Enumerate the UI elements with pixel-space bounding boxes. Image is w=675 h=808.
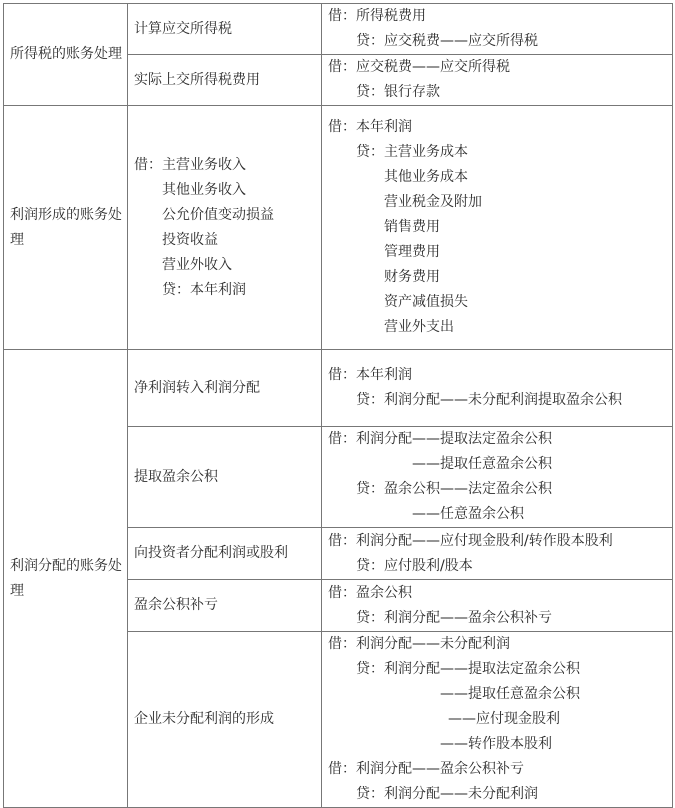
entry-line: 借：利润分配——应付现金股利/转作股本股利 — [328, 532, 613, 549]
event-cell — [128, 106, 322, 350]
entry-line: 借：利润分配——提取法定盈余公积 — [328, 431, 552, 447]
event-cell: 盈余公积补亏 — [128, 580, 322, 632]
entry-line: 投资收益 — [162, 231, 218, 248]
category-cell: 利润形成的账务处理 — [4, 106, 128, 350]
entry-line: ——应付现金股利 — [448, 711, 560, 727]
entry-cell — [322, 55, 673, 106]
category-cell: 所得税的账务处理 — [4, 4, 128, 106]
entry-line: 借：所得税费用 — [328, 8, 426, 24]
entry-line: 贷：利润分配——未分配利润 — [356, 786, 538, 802]
entry-line: ——任意盈余公积 — [412, 506, 524, 522]
entry-line: 贷：利润分配——盈余公积补亏 — [356, 609, 552, 626]
entry-line: 销售费用 — [384, 219, 440, 235]
entry-cell — [322, 4, 673, 55]
entry-cell — [322, 580, 673, 632]
table-row — [4, 4, 673, 55]
entry-line: 贷：主营业务成本 — [356, 144, 468, 160]
entry-line: ——提取任意盈余公积 — [412, 456, 552, 472]
event-cell: 计算应交所得税 — [128, 4, 322, 55]
entry-line: 贷：利润分配——未分配利润提取盈余公积 — [356, 392, 622, 408]
entry-line: 贷：应付股利/股本 — [356, 557, 473, 574]
entry-line: 贷：应交税费——应交所得税 — [356, 33, 538, 49]
entry-line: 贷：盈余公积——法定盈余公积 — [356, 481, 552, 497]
entry-line: 营业外支出 — [384, 319, 454, 335]
entry-cell — [322, 106, 673, 350]
category-cell: 利润分配的账务处理 — [4, 350, 128, 808]
entry-line: ——转作股本股利 — [440, 736, 552, 752]
entry-cell — [322, 528, 673, 580]
table-row — [4, 350, 673, 427]
entry-line: 财务费用 — [384, 269, 440, 285]
accounting-table — [3, 3, 673, 808]
entry-line: 借：主营业务收入 — [134, 156, 246, 173]
entry-line: 贷：利润分配——提取法定盈余公积 — [356, 661, 580, 677]
entry-line: 借：应交税费——应交所得税 — [328, 59, 510, 75]
entry-line: 营业税金及附加 — [384, 194, 482, 210]
event-cell: 提取盈余公积 — [128, 427, 322, 528]
event-cell: 净利润转入利润分配 — [128, 350, 322, 427]
entry-line: 借：盈余公积 — [328, 584, 412, 601]
entry-cell — [322, 350, 673, 427]
entry-line: ——提取任意盈余公积 — [440, 686, 580, 702]
entry-cell — [322, 632, 673, 808]
entry-line: 借：本年利润 — [328, 119, 412, 135]
entry-line: 借：利润分配——盈余公积补亏 — [328, 761, 524, 777]
event-cell: 实际上交所得税费用 — [128, 55, 322, 106]
entry-cell — [322, 427, 673, 528]
entry-line: 借：利润分配——未分配利润 — [328, 636, 510, 652]
table-row — [4, 106, 673, 350]
entry-line: 营业外收入 — [162, 256, 232, 273]
entry-line: 其他业务成本 — [384, 169, 468, 185]
entry-line: 公允价值变动损益 — [162, 206, 274, 223]
entry-line: 贷：银行存款 — [356, 84, 440, 100]
entry-line: 管理费用 — [384, 244, 440, 260]
entry-line: 资产减值损失 — [384, 294, 468, 310]
event-cell: 企业未分配利润的形成 — [128, 632, 322, 808]
entry-line: 贷：本年利润 — [162, 281, 246, 298]
event-cell: 向投资者分配利润或股利 — [128, 528, 322, 580]
entry-line: 借：本年利润 — [328, 367, 412, 383]
entry-line: 其他业务收入 — [162, 181, 246, 198]
